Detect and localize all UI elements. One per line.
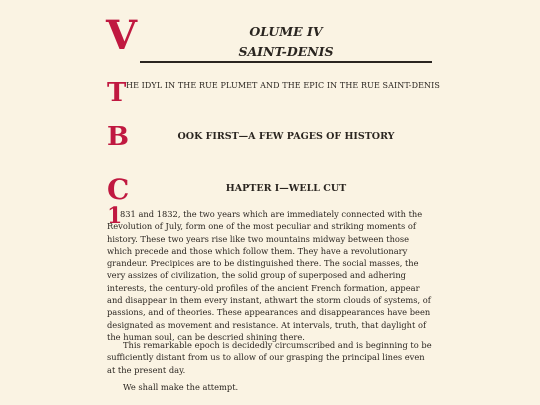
paragraph-2: This remarkable epoch is decidedly circumscribed and is beginning to be sufficiently distant from us to allow of our grasping the principal lines even at the present day. (107, 340, 432, 375)
paragraph-1 (107, 208, 432, 343)
volume-name: SAINT-DENIS (238, 44, 334, 59)
dropcap-v: V (106, 12, 138, 59)
chapter-title: HAPTER I—WELL CUT (225, 183, 347, 194)
title-rule (140, 61, 432, 63)
dropcap-b: B (107, 122, 129, 152)
part-title: HE IDYL IN THE RUE PLUMET AND THE EPIC IN THE RUE SAINT-DENIS (126, 81, 440, 90)
volume-number: OLUME IV (249, 24, 323, 39)
dropcap-1: 1 (107, 203, 123, 229)
dropcap-t: T (107, 78, 127, 108)
volume-title (140, 22, 432, 62)
paragraph-3: We shall make the attempt. (123, 382, 239, 392)
book-title: OOK FIRST—A FEW PAGES OF HISTORY (177, 131, 395, 142)
dropcap-c: C (107, 173, 130, 206)
paragraph-1-text: 831 and 1832, the two years which are immediately connected with the Revolution of July, form one of the most peculiar and striking moments of history. These two years rise like two mountains midway between those which precede and those which follow them. They have a revolutionary grandeur. Precipices are to be distinguished there. The social masses, the very assizes of civilization, the solid group of superposed and adhering interests, the century-old profiles of the ancient French formation, appear and disappear in them every instant, athwart the storm clouds of systems, of passions, and of theories. These appearances and disappearances have been designated as movement and resistance. At intervals, truth, that daylight of the human soul, can be descried shining there. (107, 209, 431, 342)
